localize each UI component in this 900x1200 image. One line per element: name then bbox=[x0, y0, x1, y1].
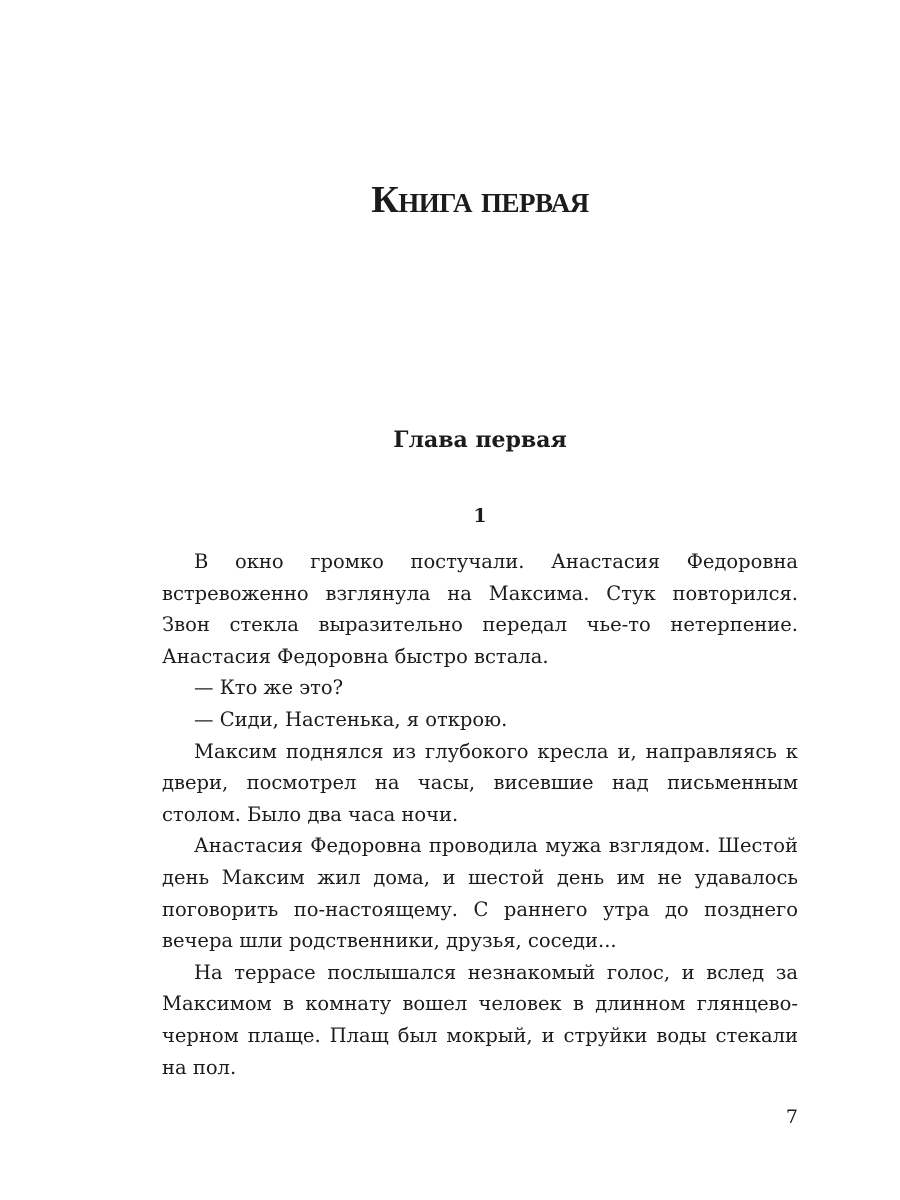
paragraph: На террасе послышался незнакомый голос, и вслед за Максимом в комнату вошел человек в длинном глянцево-черном плаще. Плащ был мокрый, и струйки воды стекали на пол. bbox=[162, 960, 798, 1079]
paragraph: Максим поднялся из глубокого кресла и, направляясь к двери, посмотрел на часы, висевшие над письменным столом. Было два часа ночи. bbox=[162, 739, 798, 826]
paragraph: — Кто же это? bbox=[194, 676, 344, 700]
paragraph: В окно громко постучали. Анастасия Федоровна встревоженно взглянула на Максима. Стук повторился. Звон стекла выразительно передал чье-то нетерпение. Анастасия Федоровна быстро встала. bbox=[162, 550, 798, 668]
chapter-title: Глава первая bbox=[393, 427, 567, 453]
paragraph: Анастасия Федоровна проводила мужа взглядом. Шестой день Максим жил дома, и шестой день им не удавалось поговорить по-настоящему. С раннего утра до позднего вечера шли родственники, друзья, соседи... bbox=[162, 834, 798, 953]
section-number: 1 bbox=[473, 505, 487, 527]
page-number: 7 bbox=[785, 1106, 798, 1128]
body-text bbox=[162, 546, 798, 1083]
book-title: Книга первая bbox=[371, 179, 589, 221]
paragraph: — Сиди, Настенька, я открою. bbox=[194, 707, 508, 731]
